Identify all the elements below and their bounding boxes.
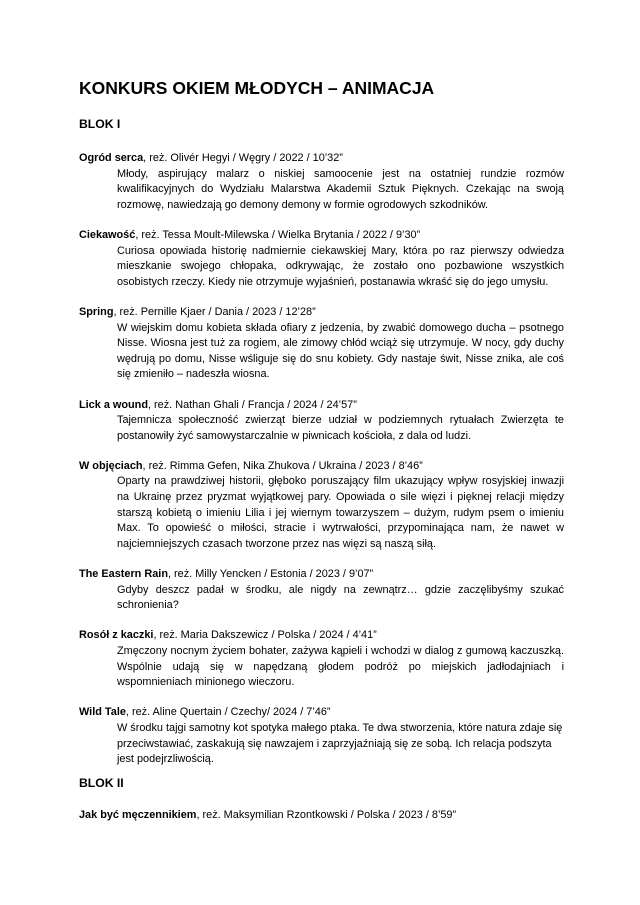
film-description: W środku tajgi samotny kot spotyka małego ptaka. Te dwa stworzenia, które natura zdaje się przeciwstawiać, zaskakują się nawzajem i zaprzyjaźniają się ze sobą. Ich relacja podszyta jest podejrzliwością. <box>117 721 563 766</box>
film-entry <box>79 459 564 553</box>
film-description: Młody, aspirujący malarz o niskiej samoocenie jest na ostatniej rundzie rozmów kwalifikacyjnych do Wydziału Malarstwa Akademii Sztuk Pięknych. Czekając na swoją rozmowę, nawiedzają go demony demony w formie ogrodowych szkodników. <box>117 167 564 211</box>
film-description: Oparty na prawdziwej historii, głęboko poruszający film ukazujący wpływ rosyjskiej inwazji na Ukrainę przez pryzmat wyjątkowej pary. Opowiada o sile więzi i pięknej relacji między starszą kobietą o imieniu Lilia i jej wiernym towarzyszem – dużym, rudym psem o imieniu Max. To opowieść o miłości, stracie i wytrwałości, przypominająca nam, że nawet w najciemniejszych czasach tworzone przez nas więzi są naszą siłą. <box>117 475 564 550</box>
film-credits: , reż. Milly Yencken / Estonia / 2023 / 9’07” <box>167 568 374 581</box>
film-description: W wiejskim domu kobieta składa ofiary z jedzenia, by zwabić domowego ducha – psotnego Nisse. Wiosna jest tuż za rogiem, ale zimowy chłód wciąż się utrzymuje. W nocy, gdy duchy wędrują po domu, Nisse wśliguje się do snu kobiety. Gdy nastaje świt, Nisse znika, ale coś się zmieniło – nadeszła wiosna. <box>117 321 564 381</box>
film-title: Ogród serca <box>79 152 144 164</box>
film-credits: , reż. Rimma Gefen, Nika Zhukova / Ukraina / 2023 / 8’46” <box>142 459 423 472</box>
film-entry <box>79 808 456 824</box>
film-description: Tajemnicza społeczność zwierząt bierze udział w podziemnych rytuałach Zwierzęta te postanowiły żyć samowystarczalnie w piwnicach kościoła, z dala od ludzi. <box>117 414 564 442</box>
film-list-block-1 <box>79 151 564 768</box>
film-entry <box>79 228 564 290</box>
film-title: Jak być męczennikiem <box>79 809 197 821</box>
film-header <box>79 705 564 721</box>
film-title: Spring <box>79 305 114 318</box>
film-title: W objęciach <box>79 459 143 472</box>
film-credits: , reż. Tessa Moult-Milewska / Wielka Brytania / 2022 / 9’30” <box>135 228 421 241</box>
film-title: Wild Tale <box>79 706 126 719</box>
film-credits: , reż. Maksymilian Rzontkowski / Polska / 2023 / 8’59” <box>196 809 457 821</box>
film-description: Zmęczony nocnym życiem bohater, zażywa kąpieli i wchodzi w dialog z gumową kaczuszką. Wspólnie udają się w napędzaną głodem podróż po miejskich jadłodajniach i wspomnieniach minionego wieczoru. <box>117 645 564 689</box>
film-credits: , reż. Olivér Hegyi / Węgry / 2022 / 10’32” <box>143 152 343 164</box>
film-credits: , reż. Aline Quertain / Czechy/ 2024 / 7’46” <box>125 706 331 719</box>
film-description: Gdyby deszcz padał w środku, ale nigdy na zewnątrz… gdzie zaczęlibyśmy szukać schronienia? <box>117 583 564 612</box>
film-header <box>79 628 564 644</box>
page-title: KONKURS OKIEM MŁODYCH – ANIMACJA <box>79 78 435 98</box>
film-credits: , reż. Maria Dakszewicz / Polska / 2024 / 4’41” <box>153 629 377 642</box>
block-heading-2: BLOK II <box>79 776 124 790</box>
film-title: Ciekawość <box>79 228 136 241</box>
film-header <box>79 459 564 475</box>
film-entry <box>79 567 564 614</box>
block-heading-1: BLOK I <box>79 117 121 131</box>
film-title: The Eastern Rain <box>79 568 168 581</box>
film-header <box>79 228 564 244</box>
film-entry <box>79 628 564 690</box>
film-header <box>79 305 564 321</box>
film-header <box>79 398 564 414</box>
film-entry <box>79 151 564 213</box>
film-credits: , reż. Pernille Kjaer / Dania / 2023 / 12’28” <box>113 305 316 318</box>
film-entry <box>79 305 564 383</box>
film-entry <box>79 705 564 767</box>
film-header <box>79 151 564 167</box>
film-title: Rosół z kaczki <box>79 629 154 642</box>
film-description: Curiosa opowiada historię nadmiernie ciekawskiej Mary, która po raz pierwszy odwiedza mieszkanie swojego chłopaka, odkrywając, że zostało ono pozbawione wszystkich osobistych rzeczy. Kiedy nie otrzymuje wyjaśnień, postanawia wkraść się do jego umysłu. <box>117 244 564 288</box>
film-title: Lick a wound <box>79 398 148 411</box>
film-entry <box>79 398 564 445</box>
film-credits: , reż. Nathan Ghali / Francja / 2024 / 24’57” <box>147 398 357 411</box>
film-header <box>79 567 564 583</box>
